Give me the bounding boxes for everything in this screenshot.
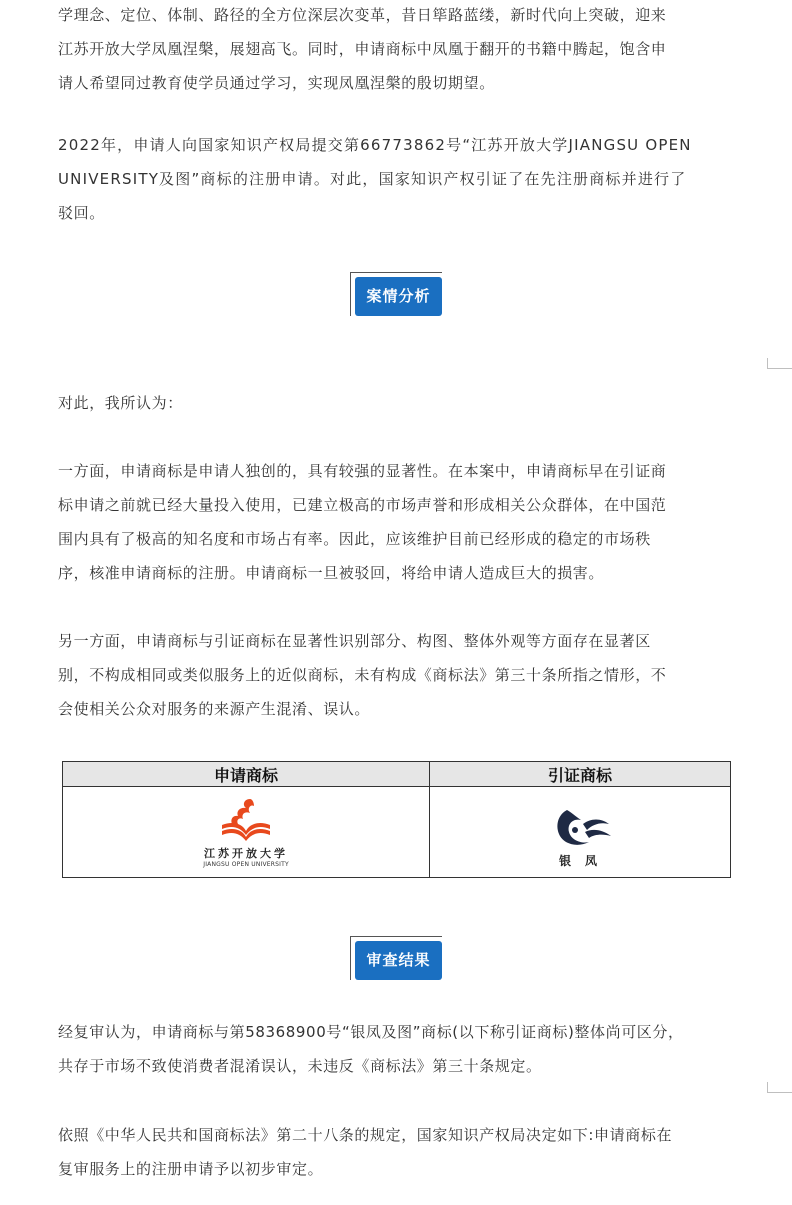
applied-mark-en-text: JIANGSU OPEN UNIVERSITY <box>203 860 289 868</box>
text-line: 标申请之前就已经大量投入使用，已建立极高的市场声誉和形成相关公众群体，在中国范 <box>58 496 667 514</box>
text-line: 另一方面，申请商标与引证商标在显著性识别部分、构图、整体外观等方面存在显著区 <box>58 632 651 650</box>
header-frame-top <box>350 936 442 937</box>
table-header-row <box>63 762 731 787</box>
applied-mark-cell <box>63 787 430 878</box>
cited-mark-cell <box>430 787 731 878</box>
header-frame-left <box>350 936 351 980</box>
header-frame-left <box>350 272 351 316</box>
page-corner-mark <box>767 1082 792 1093</box>
text-line: 一方面，申请商标是申请人独创的，具有较强的显著性。在本案中，申请商标早在引证商 <box>58 462 667 480</box>
column-header-applied-mark: 申请商标 <box>63 762 430 787</box>
text-line: 会使相关公众对服务的来源产生混淆、误认。 <box>58 700 371 718</box>
cited-mark-logo <box>545 796 615 869</box>
section-header-result <box>350 936 442 980</box>
paragraph-opinion-intro <box>58 386 734 420</box>
text-line: 别，不构成相同或类似服务上的近似商标，未有构成《商标法》第三十条所指之情形，不 <box>58 666 667 684</box>
text-line: 序，核准申请商标的注册。申请商标一旦被驳回，将给申请人造成巨大的损害。 <box>58 564 605 582</box>
paragraph-dissimilarity <box>58 624 734 726</box>
section-header-analysis <box>350 272 442 316</box>
text-line: UNIVERSITY及图”商标的注册申请。对此，国家知识产权引证了在先注册商标并进行了 <box>58 170 687 188</box>
column-header-cited-mark: 引证商标 <box>430 762 731 787</box>
paragraph-distinctiveness <box>58 454 734 590</box>
text-line: 依照《中华人民共和国商标法》第二十八条的规定，国家知识产权局决定如下:申请商标在 <box>58 1126 673 1144</box>
phoenix-book-icon <box>216 795 276 843</box>
page-corner-mark <box>767 358 792 369</box>
text-line: 围内具有了极高的知名度和市场占有率。因此，应该维护目前已经形成的稳定的市场秩 <box>58 530 651 548</box>
text-line: 学理念、定位、体制、路径的全方位深层次变革，昔日筚路蓝缕，新时代向上突破，迎来 <box>58 6 667 24</box>
text-line: 请人希望同过教育使学员通过学习，实现凤凰涅槃的殷切期望。 <box>58 74 495 92</box>
applied-mark-logo <box>203 795 289 868</box>
text-line: 驳回。 <box>58 204 105 222</box>
text-line: 2022年，申请人向国家知识产权局提交第66773862号“江苏开放大学JIANGSU OPEN <box>58 136 692 154</box>
applied-mark-cn-text: 江苏开放大学 <box>204 846 289 860</box>
paragraph-application <box>58 128 734 230</box>
trademark-comparison-table <box>62 761 731 878</box>
phoenix-swirl-icon <box>545 802 615 852</box>
table-row <box>63 787 731 878</box>
text-line: 复审服务上的注册申请予以初步审定。 <box>58 1160 324 1178</box>
paragraph-intro <box>58 0 734 100</box>
text-line: 经复审认为，申请商标与第58368900号“银凤及图”商标(以下称引证商标)整体尚可区分， <box>58 1023 684 1041</box>
cited-mark-cn-text: 银凤 <box>559 853 612 868</box>
paragraph-review <box>58 1015 734 1083</box>
text-line: 江苏开放大学凤凰涅槃，展翅高飞。同时，申请商标中凤凰于翻开的书籍中腾起，饱含申 <box>58 40 667 58</box>
text-line: 对此，我所认为： <box>58 394 183 412</box>
text-line: 共存于市场不致使消费者混淆误认，未违反《商标法》第三十条规定。 <box>58 1057 542 1075</box>
section-title: 案情分析 <box>355 277 442 316</box>
header-frame-top <box>350 272 442 273</box>
paragraph-decision <box>58 1118 734 1186</box>
section-title: 审查结果 <box>355 941 442 980</box>
